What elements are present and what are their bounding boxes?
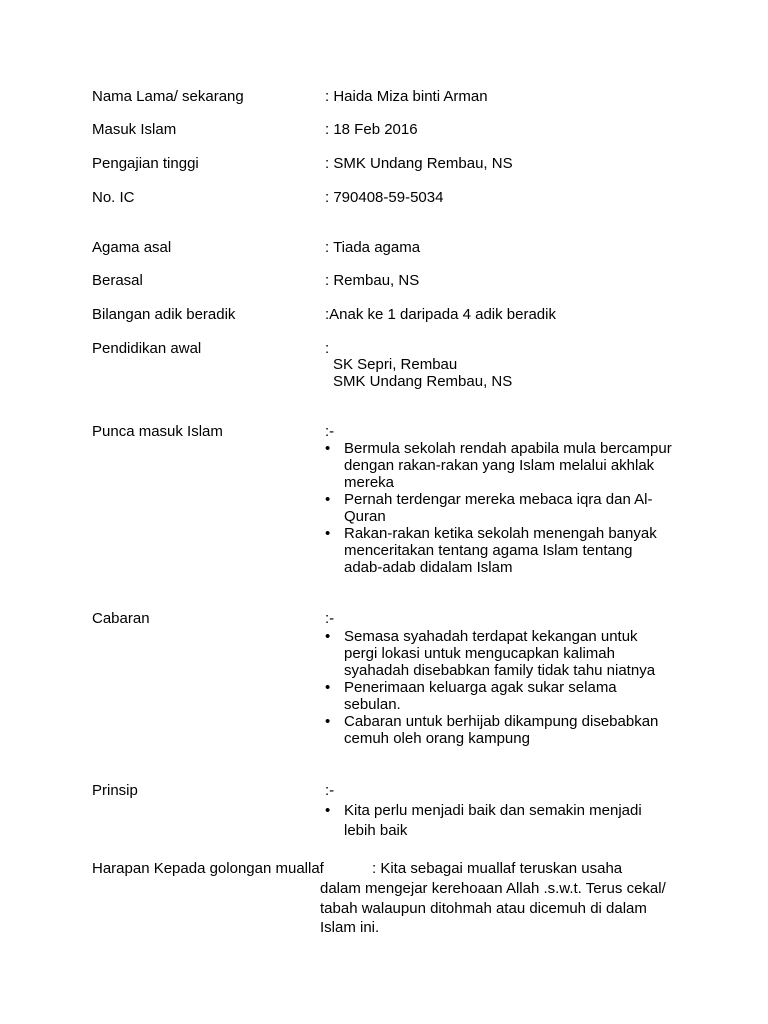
list-item: • Semasa syahadah terdapat kekangan untuk pergi lokasi untuk mengucapkan kalimah syahadah disebabkan family tidak tahu niatnya bbox=[325, 628, 675, 679]
list-item: • Kita perlu menjadi baik dan semakin menjadi lebih baik bbox=[325, 801, 675, 841]
colon-prinsip: :- bbox=[325, 782, 335, 799]
list-item: • Penerimaan keluarga agak sukar selama sebulan. bbox=[325, 679, 675, 713]
value-pengajian: : SMK Undang Rembau, NS bbox=[325, 155, 513, 172]
value-masuk-islam: : 18 Feb 2016 bbox=[325, 121, 418, 138]
list-item: • Bermula sekolah rendah apabila mula bercampur dengan rakan-rakan yang Islam melalui akhlak mereka bbox=[325, 440, 675, 491]
harapan-body: dalam mengejar kerehoaan Allah .s.w.t. Terus cekal/ tabah walaupun ditohmah atau dicemuh di dalam Islam ini. bbox=[320, 880, 666, 936]
prinsip-list bbox=[325, 801, 675, 841]
school-1: SK Sepri, Rembau bbox=[333, 356, 458, 373]
value-no-ic: : 790408-59-5034 bbox=[325, 189, 444, 206]
label-no-ic: No. IC bbox=[92, 189, 135, 206]
colon-cabaran: :- bbox=[325, 610, 335, 627]
colon-pendidikan: : bbox=[325, 340, 330, 357]
value-berasal: : Rembau, NS bbox=[325, 272, 420, 289]
value-agama-asal: : Tiada agama bbox=[325, 239, 421, 256]
label-adik-beradik: Bilangan adik beradik bbox=[92, 306, 236, 323]
value-adik-beradik: :Anak ke 1 daripada 4 adik beradik bbox=[325, 306, 556, 323]
label-masuk-islam: Masuk Islam bbox=[92, 121, 177, 138]
label-pengajian: Pengajian tinggi bbox=[92, 155, 199, 172]
list-item: • Cabaran untuk berhijab dikampung disebabkan cemuh oleh orang kampung bbox=[325, 713, 675, 747]
label-cabaran: Cabaran bbox=[92, 610, 150, 627]
list-item: • Rakan-rakan ketika sekolah menengah banyak menceritakan tentang agama Islam tentang adab-adab didalam Islam bbox=[325, 525, 675, 576]
label-punca: Punca masuk Islam bbox=[92, 423, 223, 440]
school-2: SMK Undang Rembau, NS bbox=[333, 373, 513, 390]
label-berasal: Berasal bbox=[92, 272, 143, 289]
label-agama-asal: Agama asal bbox=[92, 239, 172, 256]
punca-list bbox=[325, 440, 675, 576]
list-item: • Pernah terdengar mereka mebaca iqra dan Al-Quran bbox=[325, 491, 675, 525]
label-nama: Nama Lama/ sekarang bbox=[92, 88, 244, 105]
label-pendidikan: Pendidikan awal bbox=[92, 340, 202, 357]
cabaran-list bbox=[325, 628, 675, 747]
harapan-lead: : Kita sebagai muallaf teruskan usaha bbox=[372, 860, 623, 877]
colon-punca: :- bbox=[325, 423, 335, 440]
label-harapan: Harapan Kepada golongan muallaf bbox=[92, 860, 324, 877]
value-nama: : Haida Miza binti Arman bbox=[325, 88, 488, 105]
label-prinsip: Prinsip bbox=[92, 782, 138, 799]
